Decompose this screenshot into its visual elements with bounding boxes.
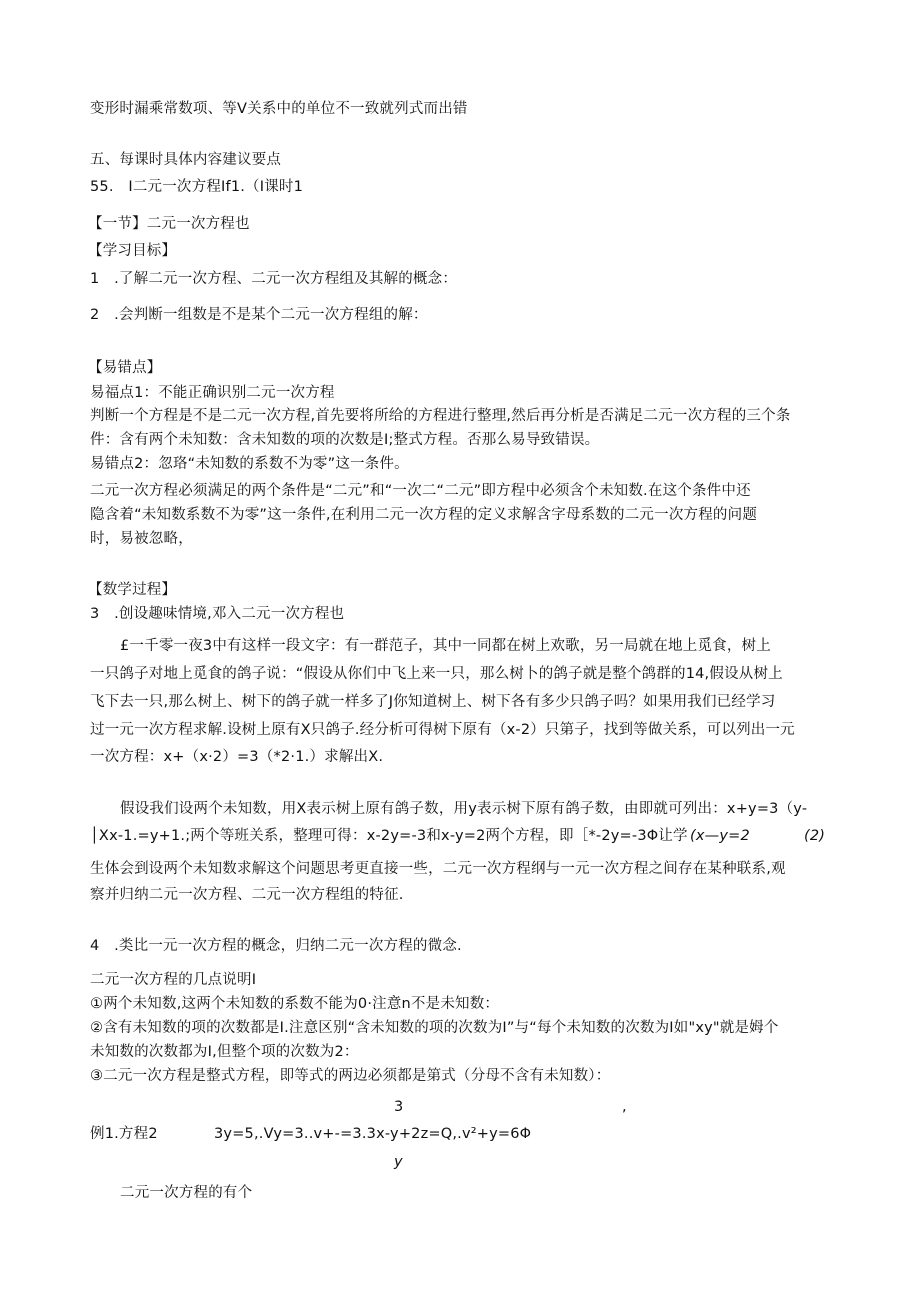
subsection-heading: 【学习目标】 bbox=[88, 243, 177, 259]
text-line: 时，易被忽略， bbox=[90, 531, 193, 547]
text-line: 变形时漏乘常数项、等V关系中的单位不一致就列式而出错 bbox=[90, 101, 468, 117]
comma-mark: , bbox=[622, 1099, 627, 1115]
section-heading: 五、每课时具体内容建议要点 bbox=[90, 152, 282, 168]
text-line: 易福点1：不能正确识别二元一次方程 bbox=[90, 385, 335, 401]
text-line: 过一元一次方程求解.设树上原有X只鸽子.经分析可得树下原有（x-2）只第子，找到等做关系，可以列出一元 bbox=[90, 722, 795, 738]
text-line: ②含有未知数的项的次数都是I.注意区别“含未知数的项的次数为I”与“每个未知数的次数为I如"xy"就是姆个 bbox=[90, 1020, 779, 1036]
example-label: 例1.方程2 bbox=[90, 1126, 158, 1142]
text-line: 隐含着“未知数系数不为零”这一条件,在利用二元一次方程的定义求解含字母系数的二元一次方程的问题 bbox=[90, 507, 758, 523]
text-line: 假设我们设两个未知数，用X表示树上原有鸽子数，用y表示树下原有鸽子数，由即就可列出：x+y=3（y- bbox=[120, 801, 808, 817]
fraction-denominator: y bbox=[394, 1154, 403, 1170]
equation-fragment: (x—y=2 bbox=[690, 828, 750, 844]
fraction-numerator: 3 bbox=[394, 1099, 404, 1115]
text-line: 一只鸽子对地上觅食的鸽子说：“假设从你们中飞上来一只，那么树卜的鸽子就是整个鸽群的14,假设从树上 bbox=[90, 666, 783, 682]
text-line: 未知数的次数都为I,但整个项的次数为2： bbox=[90, 1044, 359, 1060]
text-line: 察并归纳二元一次方程、二元一次方程组的特征. bbox=[90, 887, 404, 903]
text-line: 生体会到设两个未知数求解这个问题思考更直接一些，二元一次方程纲与一元一次方程之间存在某种联系,观 bbox=[90, 861, 786, 877]
text-line: 二元一次方程必须满足的两个条件是“二元”和“一次二“二元”即方程中必须含个未知数.在这个条件中还 bbox=[90, 483, 751, 499]
text-line: 判断一个方程是不是二元一次方程,首先要将所给的方程进行整理,然后再分析是否满足二元一次方程的三个条 bbox=[90, 408, 791, 424]
text-line: 2 .会判断一组数是不是某个二元一次方程组的解： bbox=[90, 307, 428, 323]
text-line: 二元一次方程的有个 bbox=[120, 1185, 253, 1201]
text-line: 1 .了解二元一次方程、二元一次方程组及其解的概念： bbox=[90, 271, 458, 287]
example-equations: 3y=5,.Vy=3..v+-=3.3x-y+2z=Q,.v²+y=6Φ bbox=[214, 1126, 532, 1142]
equation-number: (2) bbox=[804, 828, 826, 844]
text-line: 易错点2：忽珞“未知数的系数不为零”这一条件。 bbox=[90, 456, 409, 472]
text-line: 件：含有两个未知数：含未知数的项的次数是I;整式方程。否那么易导致错误。 bbox=[90, 432, 600, 448]
text-line: 飞下去一只,那么树上、树下的鸽子就一样多了J你知道树上、树下各有多少只鸽子吗？如果用我们已经学习 bbox=[90, 694, 776, 710]
text-line: £一千零一夜3中有这样一段文字：有一群范子，其中一同都在树上欢歌，另一局就在地上觅食，树上 bbox=[120, 638, 771, 654]
text-line: │Xx-1.=y+1.;两个等班关系，整理可得：x-2y=-3和x-y=2两个方程，即［*-2y=-3Φ让学 bbox=[90, 828, 688, 844]
subsection-heading: 【易错点】 bbox=[88, 360, 162, 376]
subsection-heading: 【一节】二元一次方程也 bbox=[88, 216, 250, 232]
text-line: ①两个未知数,这两个未知数的系数不能为0·注意n不是未知数： bbox=[90, 996, 500, 1012]
subsection-heading: 【数学过程】 bbox=[88, 582, 177, 598]
text-line: 一次方程：x+（x·2）=3（*2·1.）求解出X. bbox=[90, 749, 384, 765]
text-line: 二元一次方程的几点说明I bbox=[90, 972, 257, 988]
text-line: 3 .创设趣味情境,邓入二元一次方程也 bbox=[90, 606, 345, 622]
text-line: ③二元一次方程是整式方程，即等式的两边必须都是第式（分母不含有未知数）： bbox=[90, 1068, 611, 1084]
lesson-heading: 55. I二元一次方程If1.（I课时1 bbox=[90, 179, 304, 195]
text-line: 4 .类比一元一次方程的概念，归纳二元一次方程的微念. bbox=[90, 938, 462, 954]
